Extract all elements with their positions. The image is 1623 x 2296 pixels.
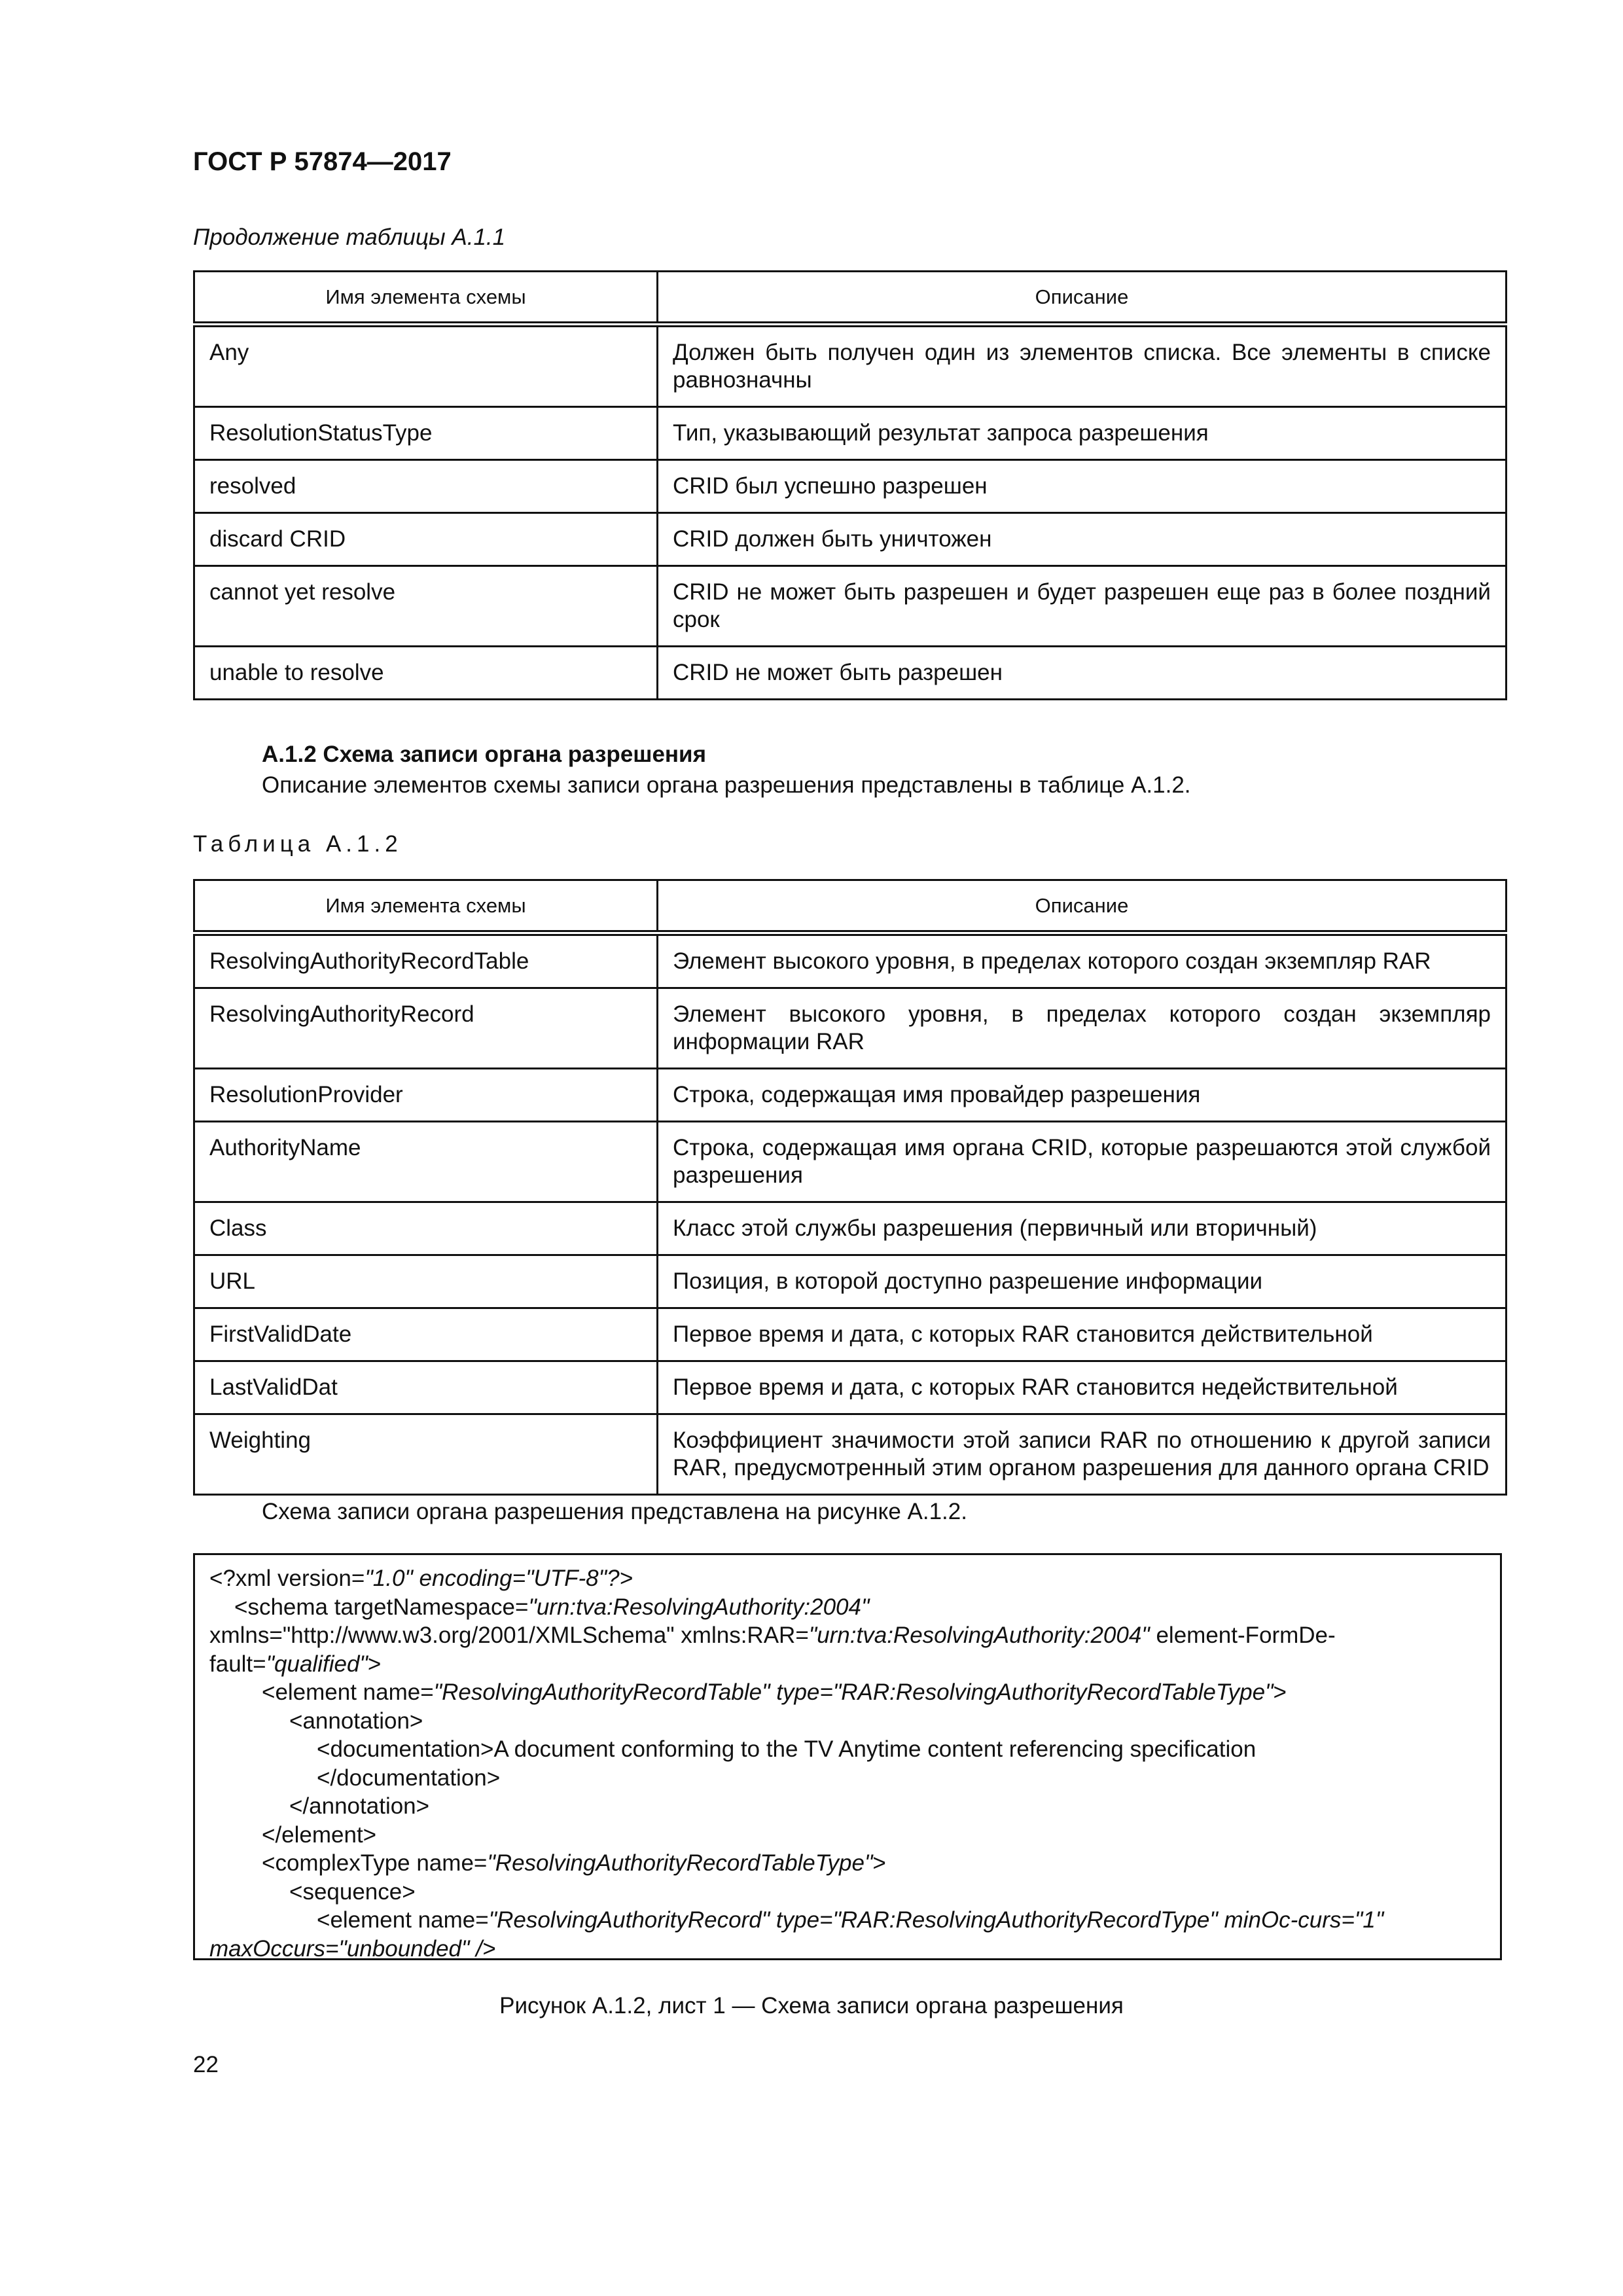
code-value: "ResolvingAuthorityRecordTableType" <box>487 1850 873 1876</box>
element-name-cell: URL <box>194 1255 658 1308</box>
code-text: xmlns="http://www.w3.org/2001/XMLSchema" xmlns:RAR= <box>209 1623 809 1648</box>
section-text: Описание элементов схемы записи органа разрешения представлены в таблице А.1.2. <box>262 772 1191 798</box>
table-row <box>194 647 1507 700</box>
xml-schema-listing <box>193 1553 1502 1960</box>
code-text: </documentation> <box>317 1765 501 1791</box>
code-text: <complexType name= <box>262 1850 488 1876</box>
description-cell: Класс этой службы разрешения (первичный или вторичный) <box>658 1202 1507 1255</box>
description-cell: Тип, указывающий результат запроса разрешения <box>658 407 1507 460</box>
table-row <box>194 1122 1507 1202</box>
element-name-cell: Any <box>194 325 658 407</box>
table2-caption: Таблица А.1.2 <box>193 831 402 857</box>
code-text: <documentation>A document conforming to the TV Anytime content referencing specification <box>317 1736 1257 1762</box>
code-value: "qualified" <box>266 1651 368 1677</box>
column-header-description: Описание <box>658 272 1507 325</box>
description-cell: CRID не может быть разрешен и будет разрешен еще раз в более поздний срок <box>658 566 1507 647</box>
element-name-cell: discard CRID <box>194 513 658 566</box>
code-line <box>209 1593 1486 1622</box>
description-cell: Элемент высокого уровня, в пределах которого создан экземпляр RAR <box>658 933 1507 988</box>
code-text: fault= <box>209 1651 266 1677</box>
code-text: </annotation> <box>289 1793 430 1819</box>
code-line <box>209 1906 1486 1935</box>
description-cell: Коэффициент значимости этой записи RAR по отношению к другой записи RAR, предусмотренный этим органом разрешения для данного органа CRID <box>658 1414 1507 1495</box>
code-line <box>209 1678 1486 1707</box>
code-text: </element> <box>262 1821 377 1848</box>
table-row <box>194 1255 1507 1308</box>
code-line <box>209 1792 1486 1821</box>
table-row <box>194 566 1507 647</box>
code-text: <element name= <box>317 1907 489 1933</box>
table-row <box>194 325 1507 407</box>
column-header-description: Описание <box>658 880 1507 933</box>
description-cell: Должен быть получен один из элементов списка. Все элементы в списке равнозначны <box>658 325 1507 407</box>
element-name-cell: unable to resolve <box>194 647 658 700</box>
code-text: > <box>872 1850 886 1876</box>
table-row <box>194 1308 1507 1361</box>
element-name-cell: cannot yet resolve <box>194 566 658 647</box>
code-line <box>209 1935 1486 1964</box>
description-cell: Первое время и дата, с которых RAR становится действительной <box>658 1308 1507 1361</box>
code-line <box>209 1849 1486 1878</box>
code-line <box>209 1707 1486 1736</box>
table-a-1-2 <box>193 879 1507 1496</box>
code-text: <annotation> <box>289 1708 423 1734</box>
description-cell: CRID не может быть разрешен <box>658 647 1507 700</box>
code-value: "ResolvingAuthorityRecord" type="RAR:ResolvingAuthorityRecordType" minOc-curs="1" <box>488 1907 1384 1933</box>
code-text: <sequence> <box>289 1878 416 1905</box>
table-row <box>194 460 1507 513</box>
code-value: "ResolvingAuthorityRecordTable" type="RAR:ResolvingAuthorityRecordTableType" <box>433 1679 1274 1705</box>
page-number: 22 <box>193 2052 219 2077</box>
section-title: А.1.2 Схема записи органа разрешения <box>262 742 706 767</box>
element-name-cell: Weighting <box>194 1414 658 1495</box>
code-value: "urn:tva:ResolvingAuthority:2004" <box>528 1594 870 1620</box>
description-cell: CRID должен быть уничтожен <box>658 513 1507 566</box>
description-cell: Строка, содержащая имя органа CRID, которые разрешаются этой службой разрешения <box>658 1122 1507 1202</box>
figure-caption: Рисунок А.1.2, лист 1 — Схема записи органа разрешения <box>499 1993 1124 2018</box>
table1-caption: Продолжение таблицы А.1.1 <box>193 224 506 250</box>
element-name-cell: AuthorityName <box>194 1122 658 1202</box>
table-row <box>194 1202 1507 1255</box>
description-cell: CRID был успешно разрешен <box>658 460 1507 513</box>
element-name-cell: ResolvingAuthorityRecord <box>194 988 658 1069</box>
code-line <box>209 1621 1486 1650</box>
element-name-cell: Class <box>194 1202 658 1255</box>
code-text: <element name= <box>262 1679 434 1705</box>
description-cell: Первое время и дата, с которых RAR становится недействительной <box>658 1361 1507 1414</box>
table-row <box>194 407 1507 460</box>
table-row <box>194 1414 1507 1495</box>
table-row <box>194 1069 1507 1122</box>
code-line <box>209 1821 1486 1850</box>
element-name-cell: FirstValidDate <box>194 1308 658 1361</box>
description-cell: Строка, содержащая имя провайдер разрешения <box>658 1069 1507 1122</box>
element-name-cell: LastValidDat <box>194 1361 658 1414</box>
code-value: "1.0" encoding="UTF-8"?> <box>365 1566 633 1591</box>
code-text: > <box>367 1651 382 1677</box>
code-text: <schema targetNamespace= <box>234 1594 529 1620</box>
column-header-name: Имя элемента схемы <box>194 272 658 325</box>
element-name-cell: resolved <box>194 460 658 513</box>
table-row <box>194 1361 1507 1414</box>
table-row <box>194 513 1507 566</box>
description-cell: Позиция, в которой доступно разрешение информации <box>658 1255 1507 1308</box>
table-row <box>194 988 1507 1069</box>
description-cell: Элемент высокого уровня, в пределах которого создан экземпляр информации RAR <box>658 988 1507 1069</box>
element-name-cell: ResolvingAuthorityRecordTable <box>194 933 658 988</box>
table-a-1-1-continued <box>193 270 1507 700</box>
element-name-cell: ResolutionStatusType <box>194 407 658 460</box>
code-line <box>209 1735 1486 1764</box>
code-line <box>209 1650 1486 1679</box>
code-line <box>209 1878 1486 1907</box>
code-value: "urn:tva:ResolvingAuthority:2004" <box>808 1623 1150 1648</box>
figure-reference-text: Схема записи органа разрешения представлена на рисунке А.1.2. <box>262 1499 967 1524</box>
code-text: > <box>1273 1679 1287 1705</box>
element-name-cell: ResolutionProvider <box>194 1069 658 1122</box>
table-row <box>194 933 1507 988</box>
column-header-name: Имя элемента схемы <box>194 880 658 933</box>
code-value: maxOccurs="unbounded" /> <box>209 1935 496 1962</box>
code-text: element-FormDe- <box>1149 1623 1336 1648</box>
document-header: ГОСТ Р 57874—2017 <box>193 147 452 176</box>
code-text: <?xml version= <box>209 1566 365 1591</box>
code-line <box>209 1764 1486 1793</box>
code-line <box>209 1564 1486 1593</box>
